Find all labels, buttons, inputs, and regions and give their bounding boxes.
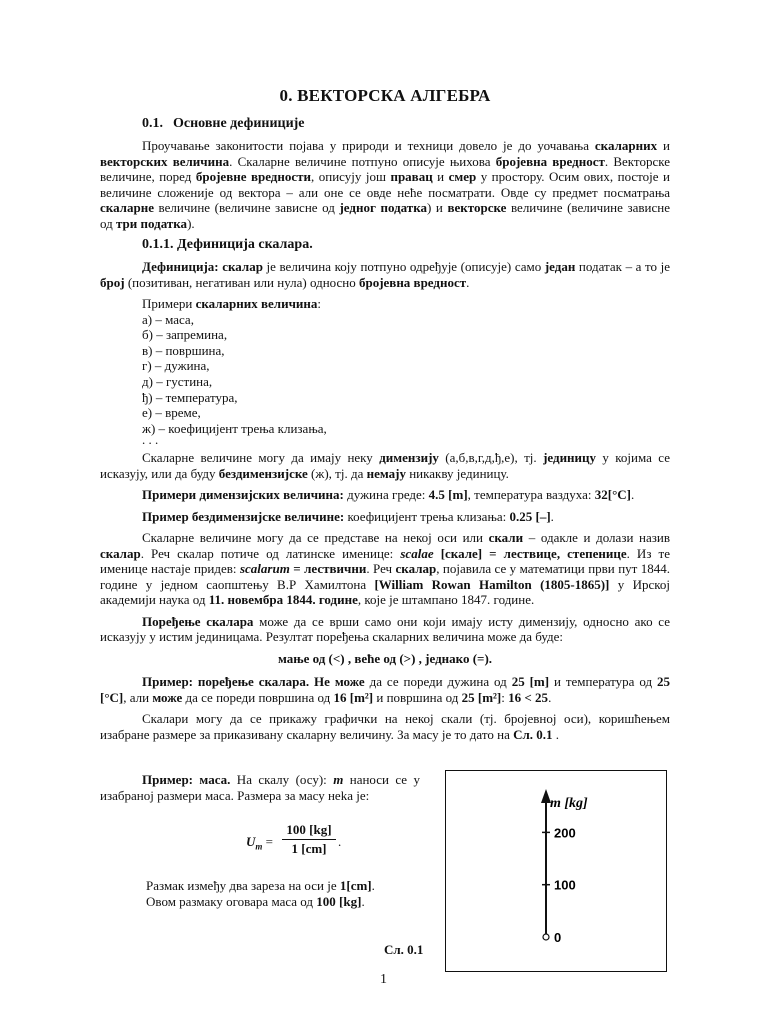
- text: , али: [123, 689, 153, 705]
- bold-text: бројевна вредност: [495, 153, 605, 169]
- value-text: 4.5 [m]: [428, 487, 468, 503]
- page-body: [100, 86, 670, 748]
- text: , температура ваздуха:: [467, 487, 595, 503]
- text: (ж), тј. да: [307, 465, 367, 481]
- formula-fraction: [282, 822, 336, 857]
- list-item: е) – време,: [142, 405, 201, 421]
- value-text: 100 [kg]: [316, 894, 362, 909]
- bold-text: бројевне вредности: [195, 169, 312, 184]
- bold-text: 11. новембра 1844. године: [208, 592, 358, 608]
- text: и: [432, 169, 449, 184]
- text: величине (величине зависне од: [153, 200, 340, 215]
- value-text: 25 [m²]: [461, 689, 502, 705]
- axis-tick-label-100: 100: [554, 877, 576, 893]
- symbol-text: U: [246, 834, 256, 849]
- text: ).: [187, 215, 195, 231]
- text: , описују још: [311, 169, 391, 184]
- text: .: [466, 274, 470, 290]
- paragraph-comparison: [100, 614, 670, 645]
- text: .: [631, 487, 635, 503]
- paragraph-intro: [100, 138, 670, 231]
- figure-mass-scale: [445, 770, 667, 972]
- paragraph-graphic: [100, 711, 670, 742]
- numerator: 100 [kg]: [286, 822, 332, 837]
- bold-text: Пример: маса.: [142, 772, 231, 787]
- text: , појавила се у математици први пут 1844. године у једном саопштењу В.Р Хамилтона: [100, 561, 671, 592]
- scale-gap-text: [146, 878, 426, 910]
- text: (а,б,в,г,д,ђ,е), тј.: [438, 450, 544, 466]
- text: .: [550, 508, 554, 524]
- denominator: 1 [cm]: [291, 841, 327, 856]
- figure-caption: Сл. 0.1: [384, 942, 424, 957]
- value-text: 32[°C]: [594, 487, 632, 503]
- bold-text: немају: [366, 465, 406, 481]
- text: може да се врши само они који имају исту димензију, односно ако се исказују у истим јединицама. Резултат поређења скаларних величина може да буде:: [100, 613, 670, 645]
- text: .: [361, 894, 365, 909]
- paragraph-dimensionless-example: [100, 509, 670, 525]
- bold-text: може: [152, 689, 183, 705]
- text: .: [552, 726, 560, 742]
- text: у Ирској академији наука од: [100, 576, 670, 608]
- text: и површина од: [373, 689, 462, 705]
- section-heading-0-1: [142, 116, 670, 132]
- text: , које је штампано 1847. године.: [357, 592, 535, 608]
- bold-text: димензију: [379, 450, 439, 466]
- latin-text: scalae: [400, 545, 434, 561]
- bold-text: бројевна вредност: [358, 274, 467, 290]
- value-text: 16 < 25: [508, 689, 549, 705]
- bold-text: векторских величина: [100, 153, 230, 169]
- text: никакву јединицу.: [405, 465, 509, 481]
- bold-text: три податка: [116, 215, 188, 231]
- text: Овом размаку оговара маса од: [146, 894, 317, 909]
- bold-text: број: [100, 274, 125, 290]
- text: и: [657, 138, 670, 153]
- text: Скалари могу да се прикажу графички на некој скали (тј. бројевној оси), коришћењем изабране размере за приказивану скаларну величину. За масу је то дато на: [100, 711, 670, 742]
- page-title: 0. ВЕКТОРСКА АЛГЕБРА: [279, 86, 491, 105]
- axis-tick-label-0: 0: [554, 930, 562, 945]
- text: наноси се у изабраној размери маса. Размера за масу неka је:: [100, 772, 420, 803]
- page-number: 1: [380, 972, 387, 987]
- bold-text: [William Rowan Hamilton (1805-1865)]: [374, 576, 610, 592]
- text: :: [501, 689, 509, 705]
- list-item: ђ) – температура,: [142, 389, 238, 405]
- mass-scale-svg: [446, 771, 666, 971]
- subscript-text: m: [255, 841, 263, 852]
- text: коефицијент трења клизања:: [344, 508, 510, 524]
- text: . Реч скалар потиче од латинске именице:: [140, 545, 401, 561]
- list-intro: [142, 296, 670, 312]
- bold-text: Пример: поређење скалара. Не може: [142, 674, 365, 690]
- bold-text: Сл. 0.1: [513, 726, 553, 742]
- text: у простору. Осим ових, постоје и величине сложеније од вектора – али оне се овде неће посматрати. Овде су предмет посматрања: [100, 169, 670, 200]
- text: .: [548, 689, 552, 705]
- paragraph-definition: [100, 259, 670, 290]
- bold-text: скаларних величина: [195, 296, 318, 311]
- paragraph-etymology: [100, 530, 670, 608]
- text: ) и: [427, 200, 448, 215]
- axis-ticks: [542, 825, 576, 945]
- text: у којима се исказују, или да буду: [100, 450, 670, 481]
- axis-label: m [kg]: [550, 796, 588, 811]
- text: Скаларне величине могу да се представе на некој оси или: [142, 530, 489, 546]
- value-text: 1[cm]: [339, 878, 372, 893]
- text: Скаларне величине могу да имају неку: [142, 450, 380, 466]
- section-heading-0-1-1: [142, 237, 670, 253]
- paragraph-comparison-example: [100, 674, 670, 705]
- text: [434, 546, 441, 561]
- text: је величина коју потпуно одређује (описује) само: [262, 259, 545, 274]
- paragraph-mass-example: [100, 772, 420, 803]
- text: да се пореди површина од: [182, 689, 334, 705]
- text: податак – а то је: [575, 259, 670, 274]
- bold-text: Примери димензијских величина:: [142, 487, 344, 503]
- text: . Скаларне величине потпуно описује њихова: [229, 153, 496, 169]
- value-text: 25 [m]: [511, 674, 550, 690]
- axis-tick-label-200: 200: [554, 825, 576, 841]
- text: Примери: [142, 296, 196, 311]
- scalar-examples-list: [142, 296, 670, 448]
- latin-text: scalarum: [239, 561, 290, 577]
- text: и температура од: [549, 674, 657, 690]
- section-number: 0.1.: [142, 116, 163, 131]
- gap-line-2: [146, 894, 426, 910]
- bold-text: = лествични: [293, 561, 367, 577]
- section-label: 0.1.1. Дефиниција скалара.: [142, 237, 313, 252]
- bold-text: Поређење скалара: [142, 613, 254, 629]
- bold-text: векторске: [447, 200, 507, 215]
- text: На скалу (осу):: [230, 772, 334, 787]
- equals-sign: =: [262, 834, 273, 849]
- bold-text: један: [544, 259, 576, 274]
- list-item: ж) – коефицијент трења клизања,: [142, 420, 327, 436]
- text: Проучавање законитости појава у природи и техници довело је до уочавања: [142, 138, 595, 153]
- list-item: б) – запремина,: [142, 327, 228, 343]
- list-item: . . .: [142, 432, 159, 448]
- text: величине (величине зависне од: [100, 200, 670, 231]
- bold-text: правац: [390, 169, 433, 184]
- text: – одакле и долази назив: [523, 530, 670, 546]
- list-item: а) – маса,: [142, 311, 194, 327]
- paragraph-dimensions: [100, 450, 670, 481]
- paragraph-dimensional-examples: [100, 487, 670, 503]
- value-text: 0.25 [–]: [509, 508, 551, 524]
- value-text: 25 [°C]: [100, 674, 670, 705]
- bold-text: скаларних: [594, 138, 658, 153]
- list-item: д) – густина,: [142, 373, 213, 389]
- text: .: [371, 878, 375, 893]
- bold-text: скали: [488, 530, 524, 546]
- text: . Из те именице настаје придев:: [100, 545, 670, 577]
- mass-example: [100, 772, 420, 809]
- symbol-text: m: [333, 772, 344, 787]
- axis-origin-icon: [543, 934, 549, 940]
- text: . Векторске величине, поред: [100, 153, 670, 184]
- formula-period: .: [338, 834, 342, 849]
- bold-text: смер: [448, 169, 477, 184]
- text: :: [317, 296, 322, 311]
- text: (позитиван, негативан или нула) односно: [124, 274, 359, 290]
- bold-text: једног податка: [339, 200, 427, 215]
- list-item: в) – површина,: [142, 342, 225, 358]
- gap-line-1: [146, 878, 426, 894]
- comparison-operators: мање од (<) , веће од (>) , једнако (=).: [277, 650, 493, 666]
- text: да се пореди дужина од: [364, 674, 512, 690]
- bold-text: Дефиниција: скалар: [142, 259, 263, 274]
- section-label: Основне дефиниције: [173, 116, 305, 131]
- text: Размак између два зареза на оси је: [146, 878, 340, 893]
- bold-text: скалар: [100, 545, 141, 561]
- text: дужина греде:: [343, 487, 429, 503]
- formula-lhs: [246, 834, 273, 852]
- bold-text: Пример бездимензијске величине:: [142, 508, 345, 524]
- bold-text: јединицу: [543, 450, 597, 466]
- text: . Реч: [366, 561, 396, 577]
- bold-text: скаларне: [100, 200, 154, 215]
- bold-text: [скале] = лествице, степенице: [440, 545, 627, 561]
- bold-text: скалар: [395, 561, 437, 577]
- value-text: 16 [m²]: [333, 689, 374, 705]
- list-item: г) – дужина,: [142, 358, 210, 374]
- bold-text: бездимензијске: [218, 465, 308, 481]
- fraction-bar: [282, 839, 336, 840]
